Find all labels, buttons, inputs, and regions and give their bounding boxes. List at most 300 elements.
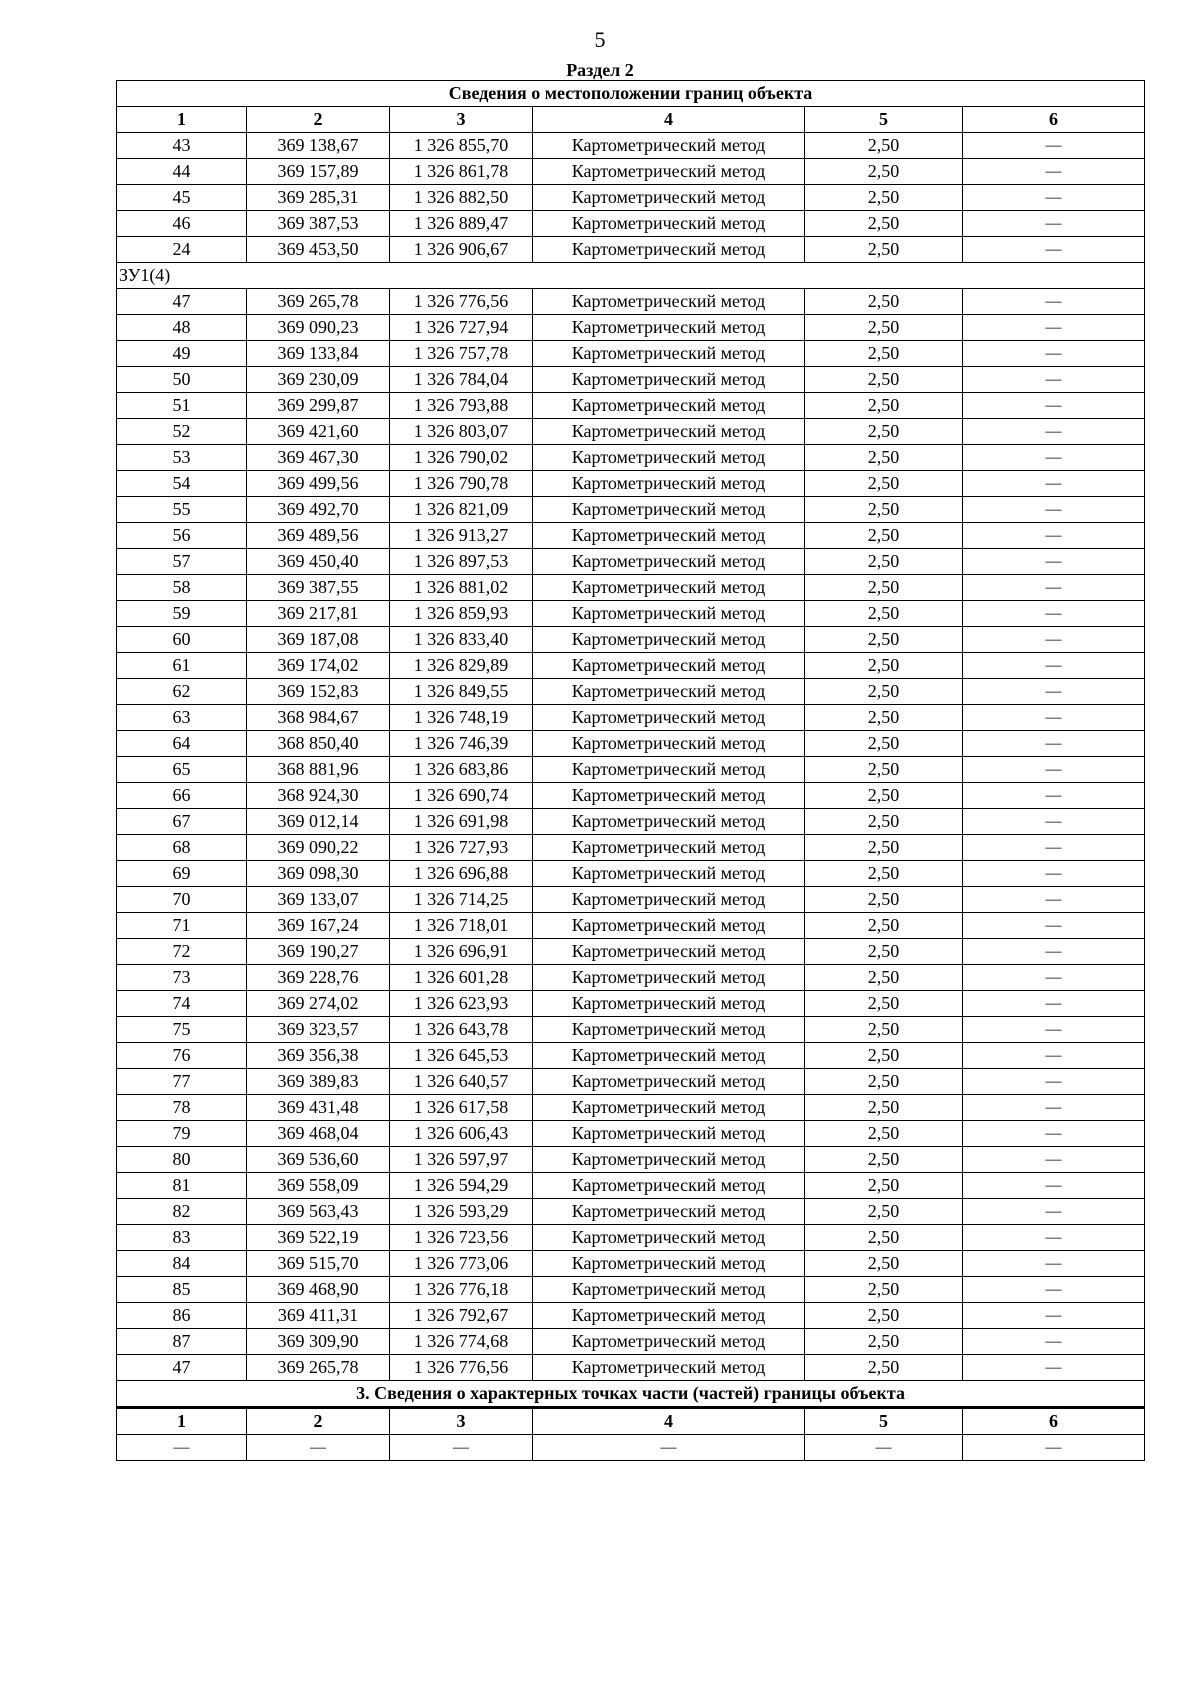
cell-col-3: — [390, 1435, 533, 1461]
column-header-4: 4 [533, 1408, 805, 1435]
cell-col-1: 52 [117, 419, 247, 445]
cell-col-4: Картометрический метод [533, 601, 805, 627]
column-header-1: 1 [117, 1408, 247, 1435]
cell-col-5: 2,50 [805, 913, 963, 939]
cell-col-4: Картометрический метод [533, 705, 805, 731]
cell-col-6: — [963, 315, 1145, 341]
cell-col-3: 1 326 597,97 [390, 1147, 533, 1173]
cell-col-6: — [963, 835, 1145, 861]
cell-col-2: 369 228,76 [247, 965, 390, 991]
cell-col-6: — [963, 1277, 1145, 1303]
cell-col-5: 2,50 [805, 133, 963, 159]
cell-col-3: 1 326 718,01 [390, 913, 533, 939]
page-number: 5 [594, 27, 606, 52]
cell-col-5: 2,50 [805, 627, 963, 653]
cell-col-6: — [963, 1303, 1145, 1329]
cell-col-5: 2,50 [805, 159, 963, 185]
cell-col-3: 1 326 696,91 [390, 939, 533, 965]
cell-col-6: — [963, 445, 1145, 471]
cell-col-5: 2,50 [805, 1043, 963, 1069]
cell-col-4: Картометрический метод [533, 289, 805, 315]
table-row [117, 1355, 1145, 1381]
cell-col-2: 369 138,67 [247, 133, 390, 159]
cell-col-1: 47 [117, 1355, 247, 1381]
cell-col-5: 2,50 [805, 471, 963, 497]
cell-col-1: 67 [117, 809, 247, 835]
cell-col-1: 70 [117, 887, 247, 913]
cell-col-3: 1 326 594,29 [390, 1173, 533, 1199]
cell-col-5: 2,50 [805, 445, 963, 471]
table-row [117, 185, 1145, 211]
cell-col-5: 2,50 [805, 419, 963, 445]
cell-col-6: — [963, 731, 1145, 757]
group-label: ЗУ1(4) [117, 263, 1145, 289]
cell-col-1: 24 [117, 237, 247, 263]
cell-col-1: 46 [117, 211, 247, 237]
cell-col-5: 2,50 [805, 185, 963, 211]
cell-col-4: — [533, 1435, 805, 1461]
table-row [117, 237, 1145, 263]
cell-col-6: — [963, 1069, 1145, 1095]
cell-col-1: 69 [117, 861, 247, 887]
table-row [117, 679, 1145, 705]
cell-col-3: 1 326 601,28 [390, 965, 533, 991]
section3-row [117, 1435, 1145, 1461]
cell-col-3: 1 326 784,04 [390, 367, 533, 393]
cell-col-2: 369 309,90 [247, 1329, 390, 1355]
table-row [117, 731, 1145, 757]
cell-col-4: Картометрический метод [533, 1069, 805, 1095]
cell-col-2: 369 133,07 [247, 887, 390, 913]
cell-col-4: Картометрический метод [533, 549, 805, 575]
cell-col-4: Картометрический метод [533, 445, 805, 471]
cell-col-2: 369 174,02 [247, 653, 390, 679]
column-header-5: 5 [805, 107, 963, 133]
table-row [117, 1303, 1145, 1329]
cell-col-4: Картометрический метод [533, 939, 805, 965]
table-title: Сведения о местоположении границ объекта [117, 81, 1145, 107]
cell-col-6: — [963, 705, 1145, 731]
cell-col-6: — [963, 1147, 1145, 1173]
cell-col-6: — [963, 549, 1145, 575]
cell-col-4: Картометрический метод [533, 835, 805, 861]
cell-col-2: 369 489,56 [247, 523, 390, 549]
table-row [117, 419, 1145, 445]
cell-col-2: 369 299,87 [247, 393, 390, 419]
table-row [117, 1251, 1145, 1277]
cell-col-5: 2,50 [805, 757, 963, 783]
cell-col-5: 2,50 [805, 783, 963, 809]
cell-col-2: 369 265,78 [247, 289, 390, 315]
cell-col-4: Картометрический метод [533, 653, 805, 679]
table-row [117, 809, 1145, 835]
cell-col-4: Картометрический метод [533, 1173, 805, 1199]
cell-col-5: 2,50 [805, 809, 963, 835]
cell-col-3: 1 326 723,56 [390, 1225, 533, 1251]
cell-col-6: — [963, 653, 1145, 679]
cell-col-1: 63 [117, 705, 247, 731]
cell-col-4: Картометрический метод [533, 679, 805, 705]
cell-col-1: 87 [117, 1329, 247, 1355]
table-row [117, 549, 1145, 575]
cell-col-2: 369 012,14 [247, 809, 390, 835]
cell-col-2: 369 187,08 [247, 627, 390, 653]
cell-col-2: 368 881,96 [247, 757, 390, 783]
cell-col-1: 44 [117, 159, 247, 185]
cell-col-1: 56 [117, 523, 247, 549]
cell-col-1: 66 [117, 783, 247, 809]
cell-col-2: 369 450,40 [247, 549, 390, 575]
table-row [117, 523, 1145, 549]
cell-col-4: Картометрический метод [533, 1017, 805, 1043]
cell-col-2: 369 274,02 [247, 991, 390, 1017]
cell-col-6: — [963, 419, 1145, 445]
cell-col-3: 1 326 776,56 [390, 1355, 533, 1381]
cell-col-2: 369 265,78 [247, 1355, 390, 1381]
cell-col-4: Картометрический метод [533, 783, 805, 809]
table-row [117, 1069, 1145, 1095]
table-row [117, 1199, 1145, 1225]
table-row [117, 393, 1145, 419]
table-row [117, 783, 1145, 809]
cell-col-2: 369 515,70 [247, 1251, 390, 1277]
cell-col-1: 78 [117, 1095, 247, 1121]
cell-col-6: — [963, 367, 1145, 393]
cell-col-1: 85 [117, 1277, 247, 1303]
cell-col-4: Картометрический метод [533, 991, 805, 1017]
table-row [117, 939, 1145, 965]
cell-col-1: 60 [117, 627, 247, 653]
table-row [117, 1277, 1145, 1303]
cell-col-2: 369 090,23 [247, 315, 390, 341]
cell-col-6: — [963, 1121, 1145, 1147]
section-title: Раздел 2 [566, 60, 634, 80]
section3-header-row [117, 1408, 1145, 1435]
column-header-3: 3 [390, 107, 533, 133]
cell-col-6: — [963, 393, 1145, 419]
cell-col-3: 1 326 790,78 [390, 471, 533, 497]
table-row [117, 289, 1145, 315]
cell-col-6: — [963, 601, 1145, 627]
cell-col-6: — [963, 1173, 1145, 1199]
cell-col-2: 369 536,60 [247, 1147, 390, 1173]
cell-col-5: 2,50 [805, 1303, 963, 1329]
cell-col-3: 1 326 833,40 [390, 627, 533, 653]
cell-col-1: 50 [117, 367, 247, 393]
cell-col-3: 1 326 593,29 [390, 1199, 533, 1225]
cell-col-3: 1 326 889,47 [390, 211, 533, 237]
cell-col-3: 1 326 776,56 [390, 289, 533, 315]
cell-col-1: 68 [117, 835, 247, 861]
column-header-5: 5 [805, 1408, 963, 1435]
cell-col-3: 1 326 821,09 [390, 497, 533, 523]
cell-col-5: 2,50 [805, 653, 963, 679]
cell-col-6: — [963, 991, 1145, 1017]
cell-col-5: 2,50 [805, 523, 963, 549]
cell-col-1: 73 [117, 965, 247, 991]
cell-col-1: 48 [117, 315, 247, 341]
cell-col-6: — [963, 185, 1145, 211]
cell-col-1: 51 [117, 393, 247, 419]
cell-col-4: Картометрический метод [533, 757, 805, 783]
cell-col-6: — [963, 289, 1145, 315]
table-row [117, 653, 1145, 679]
cell-col-2: 369 563,43 [247, 1199, 390, 1225]
cell-col-3: 1 326 859,93 [390, 601, 533, 627]
cell-col-3: 1 326 803,07 [390, 419, 533, 445]
cell-col-6: — [963, 237, 1145, 263]
cell-col-4: Картометрический метод [533, 1095, 805, 1121]
cell-col-6: — [963, 809, 1145, 835]
table-row [117, 471, 1145, 497]
cell-col-3: 1 326 606,43 [390, 1121, 533, 1147]
cell-col-4: Картометрический метод [533, 1043, 805, 1069]
cell-col-1: 81 [117, 1173, 247, 1199]
cell-col-3: 1 326 623,93 [390, 991, 533, 1017]
cell-col-2: 369 217,81 [247, 601, 390, 627]
column-header-6: 6 [963, 1408, 1145, 1435]
cell-col-1: 55 [117, 497, 247, 523]
cell-col-3: 1 326 882,50 [390, 185, 533, 211]
table-row [117, 861, 1145, 887]
cell-col-3: 1 326 849,55 [390, 679, 533, 705]
cell-col-2: 369 499,56 [247, 471, 390, 497]
cell-col-6: — [963, 523, 1145, 549]
cell-col-1: 64 [117, 731, 247, 757]
table-row [117, 341, 1145, 367]
cell-col-2: 369 167,24 [247, 913, 390, 939]
table-row [117, 315, 1145, 341]
cell-col-1: 77 [117, 1069, 247, 1095]
cell-col-5: 2,50 [805, 1277, 963, 1303]
cell-col-3: 1 326 793,88 [390, 393, 533, 419]
table-row [117, 133, 1145, 159]
cell-col-5: 2,50 [805, 341, 963, 367]
cell-col-6: — [963, 1043, 1145, 1069]
cell-col-5: 2,50 [805, 549, 963, 575]
cell-col-4: Картометрический метод [533, 1251, 805, 1277]
cell-col-6: — [963, 861, 1145, 887]
cell-col-4: Картометрический метод [533, 809, 805, 835]
cell-col-4: Картометрический метод [533, 1225, 805, 1251]
cell-col-3: 1 326 645,53 [390, 1043, 533, 1069]
cell-col-5: 2,50 [805, 1329, 963, 1355]
cell-col-6: — [963, 1199, 1145, 1225]
cell-col-5: 2,50 [805, 965, 963, 991]
cell-col-2: — [247, 1435, 390, 1461]
cell-col-2: 369 230,09 [247, 367, 390, 393]
cell-col-5: 2,50 [805, 861, 963, 887]
cell-col-6: — [963, 939, 1145, 965]
cell-col-2: 369 190,27 [247, 939, 390, 965]
cell-col-6: — [963, 913, 1145, 939]
cell-col-1: 49 [117, 341, 247, 367]
cell-col-3: 1 326 746,39 [390, 731, 533, 757]
cell-col-3: 1 326 696,88 [390, 861, 533, 887]
cell-col-3: 1 326 861,78 [390, 159, 533, 185]
cell-col-5: 2,50 [805, 679, 963, 705]
cell-col-5: 2,50 [805, 1017, 963, 1043]
cell-col-5: 2,50 [805, 393, 963, 419]
cell-col-5: 2,50 [805, 315, 963, 341]
cell-col-2: 369 387,53 [247, 211, 390, 237]
table-row [117, 211, 1145, 237]
table-title-row [117, 81, 1145, 107]
cell-col-1: 71 [117, 913, 247, 939]
column-header-1: 1 [117, 107, 247, 133]
table-row [117, 1147, 1145, 1173]
cell-col-4: Картометрический метод [533, 393, 805, 419]
cell-col-4: Картометрический метод [533, 575, 805, 601]
cell-col-5: 2,50 [805, 367, 963, 393]
table-row [117, 757, 1145, 783]
cell-col-4: Картометрический метод [533, 133, 805, 159]
cell-col-4: Картометрический метод [533, 1355, 805, 1381]
cell-col-2: 369 468,04 [247, 1121, 390, 1147]
cell-col-2: 368 850,40 [247, 731, 390, 757]
cell-col-2: 369 133,84 [247, 341, 390, 367]
cell-col-4: Картометрический метод [533, 1277, 805, 1303]
cell-col-2: 369 389,83 [247, 1069, 390, 1095]
cell-col-1: 47 [117, 289, 247, 315]
table-row [117, 1225, 1145, 1251]
cell-col-5: 2,50 [805, 497, 963, 523]
table-row [117, 1095, 1145, 1121]
column-header-6: 6 [963, 107, 1145, 133]
cell-col-5: 2,50 [805, 731, 963, 757]
cell-col-3: 1 326 773,06 [390, 1251, 533, 1277]
cell-col-1: 75 [117, 1017, 247, 1043]
cell-col-5: 2,50 [805, 575, 963, 601]
cell-col-6: — [963, 627, 1145, 653]
cell-col-2: 369 356,38 [247, 1043, 390, 1069]
cell-col-3: 1 326 683,86 [390, 757, 533, 783]
cell-col-2: 369 323,57 [247, 1017, 390, 1043]
cell-col-3: 1 326 748,19 [390, 705, 533, 731]
cell-col-2: 369 157,89 [247, 159, 390, 185]
cell-col-6: — [963, 1435, 1145, 1461]
cell-col-2: 369 467,30 [247, 445, 390, 471]
section3-title-row [117, 1381, 1145, 1408]
cell-col-4: Картометрический метод [533, 497, 805, 523]
cell-col-5: 2,50 [805, 601, 963, 627]
cell-col-4: Картометрический метод [533, 887, 805, 913]
table-row [117, 887, 1145, 913]
cell-col-4: Картометрический метод [533, 965, 805, 991]
table-row [117, 835, 1145, 861]
column-header-3: 3 [390, 1408, 533, 1435]
cell-col-2: 369 522,19 [247, 1225, 390, 1251]
cell-col-5: 2,50 [805, 1251, 963, 1277]
cell-col-3: 1 326 690,74 [390, 783, 533, 809]
cell-col-2: 369 468,90 [247, 1277, 390, 1303]
cell-col-4: Картометрический метод [533, 211, 805, 237]
cell-col-3: 1 326 617,58 [390, 1095, 533, 1121]
cell-col-6: — [963, 211, 1145, 237]
cell-col-5: 2,50 [805, 1199, 963, 1225]
cell-col-3: 1 326 714,25 [390, 887, 533, 913]
cell-col-6: — [963, 1225, 1145, 1251]
cell-col-6: — [963, 757, 1145, 783]
table-row [117, 601, 1145, 627]
column-header-4: 4 [533, 107, 805, 133]
cell-col-5: 2,50 [805, 1225, 963, 1251]
table-row [117, 627, 1145, 653]
cell-col-4: Картометрический метод [533, 523, 805, 549]
cell-col-1: — [117, 1435, 247, 1461]
table-row [117, 991, 1145, 1017]
table-row [117, 1329, 1145, 1355]
cell-col-5: 2,50 [805, 1147, 963, 1173]
cell-col-5: 2,50 [805, 835, 963, 861]
cell-col-3: 1 326 829,89 [390, 653, 533, 679]
cell-col-6: — [963, 341, 1145, 367]
cell-col-1: 65 [117, 757, 247, 783]
cell-col-4: Картометрический метод [533, 419, 805, 445]
table-row [117, 367, 1145, 393]
boundary-table [116, 80, 1145, 1461]
cell-col-4: Картометрический метод [533, 1147, 805, 1173]
cell-col-3: 1 326 643,78 [390, 1017, 533, 1043]
cell-col-1: 83 [117, 1225, 247, 1251]
cell-col-5: 2,50 [805, 1173, 963, 1199]
cell-col-4: Картометрический метод [533, 1199, 805, 1225]
cell-col-3: 1 326 881,02 [390, 575, 533, 601]
cell-col-3: 1 326 790,02 [390, 445, 533, 471]
cell-col-4: Картометрический метод [533, 315, 805, 341]
table-row [117, 575, 1145, 601]
cell-col-4: Картометрический метод [533, 731, 805, 757]
cell-col-3: 1 326 906,67 [390, 237, 533, 263]
cell-col-1: 72 [117, 939, 247, 965]
cell-col-6: — [963, 887, 1145, 913]
cell-col-5: 2,50 [805, 237, 963, 263]
cell-col-5: 2,50 [805, 705, 963, 731]
cell-col-2: 369 421,60 [247, 419, 390, 445]
cell-col-5: 2,50 [805, 991, 963, 1017]
table-row [117, 965, 1145, 991]
cell-col-2: 369 098,30 [247, 861, 390, 887]
cell-col-4: Картометрический метод [533, 1303, 805, 1329]
cell-col-5: 2,50 [805, 939, 963, 965]
cell-col-4: Картометрический метод [533, 471, 805, 497]
cell-col-4: Картометрический метод [533, 861, 805, 887]
cell-col-3: 1 326 727,93 [390, 835, 533, 861]
cell-col-2: 369 492,70 [247, 497, 390, 523]
cell-col-1: 62 [117, 679, 247, 705]
cell-col-5: 2,50 [805, 289, 963, 315]
cell-col-3: 1 326 913,27 [390, 523, 533, 549]
cell-col-1: 79 [117, 1121, 247, 1147]
cell-col-5: 2,50 [805, 211, 963, 237]
cell-col-6: — [963, 1095, 1145, 1121]
cell-col-6: — [963, 1251, 1145, 1277]
cell-col-5: 2,50 [805, 1121, 963, 1147]
column-header-row [117, 107, 1145, 133]
table-row [117, 159, 1145, 185]
cell-col-5: — [805, 1435, 963, 1461]
cell-col-3: 1 326 727,94 [390, 315, 533, 341]
cell-col-4: Картометрический метод [533, 237, 805, 263]
cell-col-4: Картометрический метод [533, 159, 805, 185]
cell-col-3: 1 326 792,67 [390, 1303, 533, 1329]
cell-col-6: — [963, 783, 1145, 809]
cell-col-4: Картометрический метод [533, 185, 805, 211]
cell-col-4: Картометрический метод [533, 1329, 805, 1355]
cell-col-4: Картометрический метод [533, 1121, 805, 1147]
cell-col-3: 1 326 776,18 [390, 1277, 533, 1303]
cell-col-6: — [963, 1329, 1145, 1355]
